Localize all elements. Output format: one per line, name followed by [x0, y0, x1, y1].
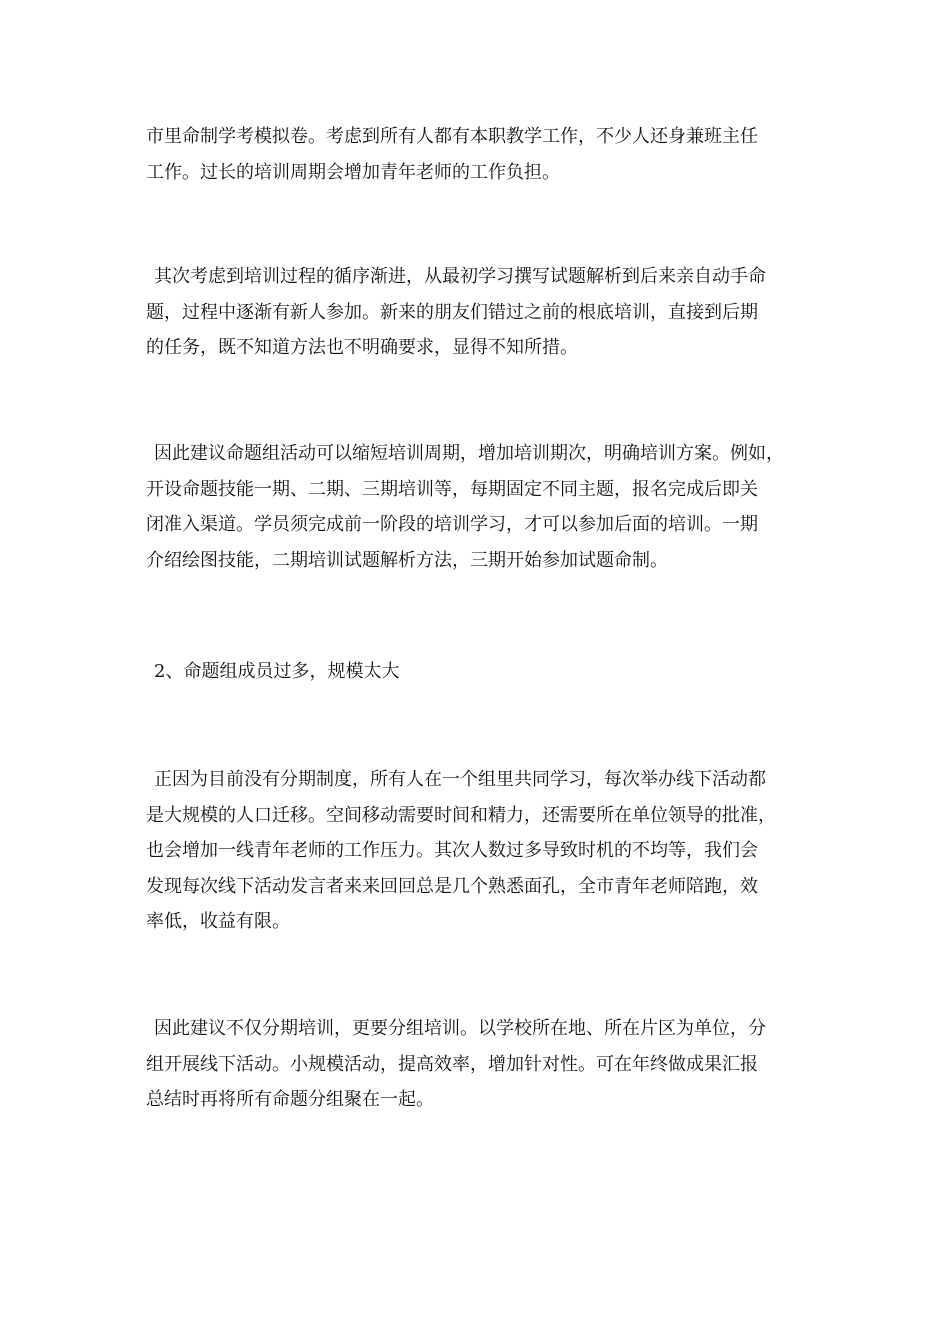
text-line: 总结时再将所有命题分组聚在一起。: [146, 1089, 434, 1110]
text-line: 的任务，既不知道方法也不明确要求，显得不知所措。: [146, 337, 578, 358]
text-line: 正因为目前没有分期制度，所有人在一个组里共同学习，每次举办线下活动都: [154, 769, 766, 790]
text-line: 组开展线下活动。小规模活动，提高效率，增加针对性。可在年终做成果汇报: [146, 1053, 758, 1075]
text-line: 其次考虑到培训过程的循序渐进，从最初学习撰写试题解析到后来亲自动手命: [154, 266, 766, 287]
text-line: 闭准入渠道。学员须完成前一阶段的培训学习，才可以参加后面的培训。一期: [146, 514, 758, 535]
text-line: 率低，收益有限。: [146, 911, 290, 932]
text-line: 开设命题技能一期、二期、三期培训等，每期固定不同主题，报名完成后即关: [146, 478, 758, 500]
text-line: 发现每次线下活动发言者来来回回总是几个熟悉面孔，全市青年老师陪跑，效: [146, 875, 758, 897]
text-line: 也会增加一线青年老师的工作压力。其次人数过多导致时机的不均等，我们会: [146, 840, 758, 861]
paragraph-1: [146, 119, 826, 190]
paragraph-4: [146, 762, 826, 940]
text-line: 工作。过长的培训周期会增加青年老师的工作负担。: [146, 161, 560, 183]
text-line: 因此建议命题组活动可以缩短培训周期，增加培训期次，明确培训方案。例如，: [154, 443, 784, 464]
paragraph-3: [146, 436, 826, 578]
text-line: 因此建议不仅分期培训，更要分组培训。以学校所在地、所在片区为单位，分: [154, 1018, 766, 1039]
text-line: 题，过程中逐渐有新人参加。新来的朋友们错过之前的根底培训，直接到后期: [146, 301, 758, 323]
text-line: 是大规模的人口迁移。空间移动需要时间和精力，还需要所在单位领导的批准，: [146, 804, 776, 826]
text-line: 2、命题组成员过多，规模太大: [154, 661, 400, 682]
paragraph-5: [146, 1011, 826, 1118]
paragraph-2: [146, 259, 826, 366]
text-line: 市里命制学考模拟卷。考虑到所有人都有本职教学工作，不少人还身兼班主任: [146, 126, 758, 147]
section-heading: [146, 654, 826, 690]
text-line: 介绍绘图技能，二期培训试题解析方法，三期开始参加试题命制。: [146, 549, 668, 571]
